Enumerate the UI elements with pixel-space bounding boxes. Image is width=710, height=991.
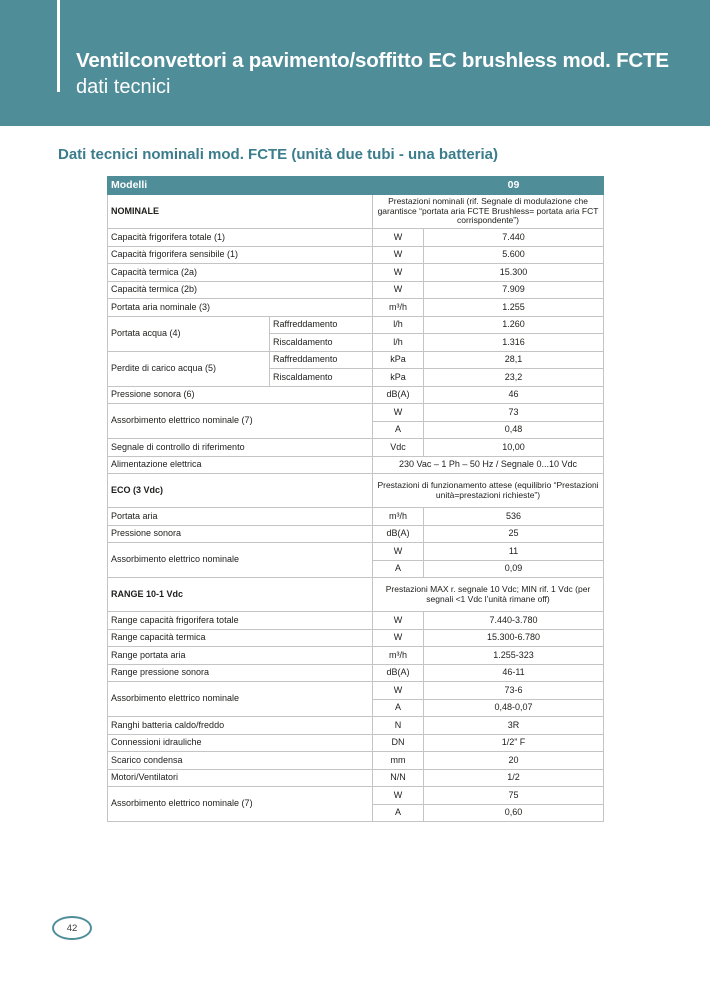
row-label: Capacità frigorifera totale (1) — [108, 229, 373, 247]
table-row — [108, 752, 604, 770]
row-unit: A — [373, 560, 424, 578]
row-label: Assorbimento elettrico nominale (7) — [108, 404, 373, 439]
row-value: 11 — [424, 543, 604, 561]
row-value: 1.255 — [424, 299, 604, 317]
row-value: 5.600 — [424, 246, 604, 264]
table-row — [108, 543, 604, 561]
row-label: Perdite di carico acqua (5) — [108, 351, 270, 386]
row-label: Range portata aria — [108, 647, 373, 665]
row-value: 73 — [424, 404, 604, 422]
table-header-row — [108, 177, 604, 195]
row-unit: A — [373, 699, 424, 717]
row-value: 46 — [424, 386, 604, 404]
row-value: 7.440-3.780 — [424, 612, 604, 630]
row-value: 1.255-323 — [424, 647, 604, 665]
table-row — [108, 299, 604, 317]
row-unit: W — [373, 246, 424, 264]
section-label-eco: ECO (3 Vdc) — [108, 474, 373, 508]
row-value: 3R — [424, 717, 604, 735]
row-unit: N — [373, 717, 424, 735]
section-note-nominale: Prestazioni nominali (rif. Segnale di modulazione che garantisce “portata aria FCTE Brushless= portata aria FCT corrispondente”) — [373, 195, 604, 229]
row-value: 1/2 — [424, 769, 604, 787]
row-unit: mm — [373, 752, 424, 770]
table-row — [108, 787, 604, 805]
table-row — [108, 629, 604, 647]
row-unit: W — [373, 229, 424, 247]
table-row — [108, 717, 604, 735]
row-unit: kPa — [373, 351, 424, 369]
row-value: 20 — [424, 752, 604, 770]
row-unit: m³/h — [373, 299, 424, 317]
table-row — [108, 474, 604, 508]
table-row — [108, 664, 604, 682]
table-row — [108, 246, 604, 264]
row-value: 0,48 — [424, 421, 604, 439]
row-sublabel: Raffreddamento — [270, 351, 373, 369]
header-model: 09 — [424, 177, 604, 195]
row-unit: W — [373, 787, 424, 805]
table-row — [108, 682, 604, 700]
table-row — [108, 281, 604, 299]
row-value: 10,00 — [424, 439, 604, 457]
row-unit: kPa — [373, 369, 424, 387]
table-row — [108, 386, 604, 404]
row-value: 46-11 — [424, 664, 604, 682]
row-unit: m³/h — [373, 647, 424, 665]
row-unit: N/N — [373, 769, 424, 787]
row-label: Assorbimento elettrico nominale — [108, 682, 373, 717]
row-unit: DN — [373, 734, 424, 752]
table-row — [108, 195, 604, 229]
row-unit: Vdc — [373, 439, 424, 457]
table-row — [108, 351, 604, 369]
row-value: 15.300-6.780 — [424, 629, 604, 647]
table-row — [108, 734, 604, 752]
table-row — [108, 316, 604, 334]
row-value: 7.909 — [424, 281, 604, 299]
row-label: Portata acqua (4) — [108, 316, 270, 351]
table-row — [108, 769, 604, 787]
row-label: Scarico condensa — [108, 752, 373, 770]
row-value: 536 — [424, 508, 604, 526]
table-row — [108, 612, 604, 630]
row-value: 0,48-0,07 — [424, 699, 604, 717]
row-label: Range capacità termica — [108, 629, 373, 647]
section-note-range: Prestazioni MAX r. segnale 10 Vdc; MIN rif. 1 Vdc (per segnali <1 Vdc l’unità rimane off) — [373, 578, 604, 612]
page-number: 42 — [52, 916, 92, 940]
row-unit: W — [373, 682, 424, 700]
page-subtitle: dati tecnici — [76, 76, 171, 98]
row-unit: W — [373, 612, 424, 630]
row-sublabel: Raffreddamento — [270, 316, 373, 334]
row-value: 28,1 — [424, 351, 604, 369]
row-label: Ranghi batteria caldo/freddo — [108, 717, 373, 735]
table-row — [108, 229, 604, 247]
row-sublabel: Riscaldamento — [270, 334, 373, 352]
row-value: 7.440 — [424, 229, 604, 247]
row-value: 1/2” F — [424, 734, 604, 752]
row-unit: m³/h — [373, 508, 424, 526]
page-header — [0, 0, 710, 126]
row-unit: l/h — [373, 334, 424, 352]
page-title: Ventilconvettori a pavimento/soffitto EC brushless mod. FCTE — [76, 49, 669, 72]
table-row — [108, 525, 604, 543]
row-label: Pressione sonora — [108, 525, 373, 543]
row-value: 1.316 — [424, 334, 604, 352]
header-label: Modelli — [108, 177, 424, 195]
row-label: Alimentazione elettrica — [108, 456, 373, 474]
table-row — [108, 647, 604, 665]
row-value: 1.260 — [424, 316, 604, 334]
row-label: Capacità termica (2a) — [108, 264, 373, 282]
row-label: Capacità frigorifera sensibile (1) — [108, 246, 373, 264]
row-label: Pressione sonora (6) — [108, 386, 373, 404]
row-value: 230 Vac – 1 Ph – 50 Hz / Segnale 0...10 Vdc — [373, 456, 604, 474]
row-label: Range capacità frigorifera totale — [108, 612, 373, 630]
section-label-range: RANGE 10-1 Vdc — [108, 578, 373, 612]
table-row — [108, 404, 604, 422]
section-label-nominale: NOMINALE — [108, 195, 373, 229]
row-unit: W — [373, 629, 424, 647]
table-row — [108, 264, 604, 282]
row-value: 23,2 — [424, 369, 604, 387]
row-unit: W — [373, 404, 424, 422]
row-label: Assorbimento elettrico nominale (7) — [108, 787, 373, 822]
table-row — [108, 456, 604, 474]
row-unit: l/h — [373, 316, 424, 334]
table-row — [108, 508, 604, 526]
row-unit: W — [373, 264, 424, 282]
row-unit: W — [373, 281, 424, 299]
row-value: 0,60 — [424, 804, 604, 822]
row-unit: dB(A) — [373, 664, 424, 682]
row-unit: A — [373, 804, 424, 822]
section-title: Dati tecnici nominali mod. FCTE (unità due tubi - una batteria) — [58, 146, 499, 163]
row-unit: dB(A) — [373, 386, 424, 404]
section-note-eco: Prestazioni di funzionamento attese (equilibrio “Prestazioni unità=prestazioni richieste”) — [373, 474, 604, 508]
row-value: 73-6 — [424, 682, 604, 700]
row-label: Connessioni idrauliche — [108, 734, 373, 752]
row-sublabel: Riscaldamento — [270, 369, 373, 387]
header-divider — [57, 0, 60, 92]
row-label: Capacità termica (2b) — [108, 281, 373, 299]
row-label: Range pressione sonora — [108, 664, 373, 682]
row-value: 25 — [424, 525, 604, 543]
row-value: 75 — [424, 787, 604, 805]
spec-table — [107, 176, 604, 822]
table-row — [108, 578, 604, 612]
row-label: Portata aria nominale (3) — [108, 299, 373, 317]
row-label: Segnale di controllo di riferimento — [108, 439, 373, 457]
row-label: Motori/Ventilatori — [108, 769, 373, 787]
row-unit: W — [373, 543, 424, 561]
row-value: 15.300 — [424, 264, 604, 282]
row-label: Portata aria — [108, 508, 373, 526]
row-unit: A — [373, 421, 424, 439]
row-value: 0,09 — [424, 560, 604, 578]
row-label: Assorbimento elettrico nominale — [108, 543, 373, 578]
row-unit: dB(A) — [373, 525, 424, 543]
table-row — [108, 439, 604, 457]
